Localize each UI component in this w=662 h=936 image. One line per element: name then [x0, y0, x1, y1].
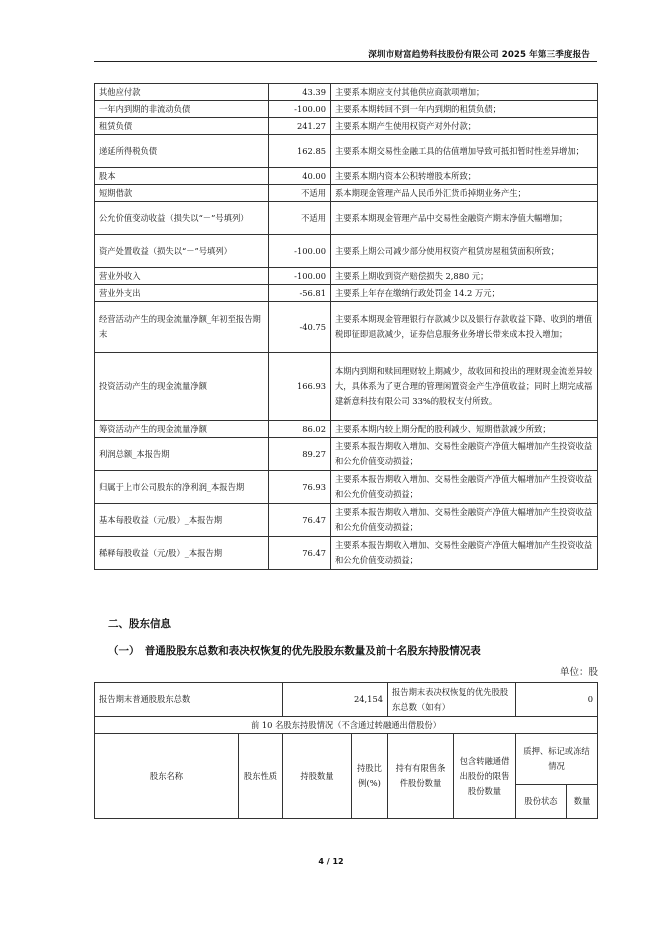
page-number: 4 / 12 [318, 857, 344, 866]
row-change-value: 76.93 [269, 471, 331, 504]
table-row [95, 84, 598, 101]
row-change-reason: 主要系本期应支付其他供应商款项增加； [331, 84, 598, 101]
row-change-value: 76.47 [269, 537, 331, 570]
table-row [95, 268, 598, 285]
table-row [95, 235, 598, 268]
header-divider [94, 61, 597, 62]
row-change-reason: 系本期现金管理产品人民币外汇货币掉期业务产生； [331, 185, 598, 202]
row-item-name: 经营活动产生的现金流量净额_年初至报告期末 [95, 302, 269, 353]
table-row [95, 135, 598, 168]
row-change-value: 40.00 [269, 168, 331, 185]
table-row [95, 302, 598, 353]
table-row [95, 118, 598, 135]
table-row [95, 504, 598, 537]
report-header: 深圳市财富趋势科技股份有限公司 2025 年第三季度报告 [368, 50, 590, 60]
table-row [95, 438, 598, 471]
row-item-name: 基本每股收益（元/股）_本报告期 [95, 504, 269, 537]
row-item-name: 租赁负债 [95, 118, 269, 135]
row-item-name: 营业外支出 [95, 285, 269, 302]
header-restricted-shares: 持有有限售条件股份数量 [388, 734, 454, 819]
row-item-name: 其他应付款 [95, 84, 269, 101]
total-holders-value: 24,154 [283, 683, 388, 717]
table-row [95, 421, 598, 438]
row-item-name: 投资活动产生的现金流量净额 [95, 353, 269, 421]
header-share-count: 持股数量 [283, 734, 352, 819]
table-row [95, 353, 598, 421]
header-holder-nature: 股东性质 [239, 734, 283, 819]
table-row [95, 285, 598, 302]
shareholder-table [94, 682, 598, 819]
changes-table [94, 83, 598, 570]
row-change-value: 不适用 [269, 202, 331, 235]
table-row [95, 168, 598, 185]
row-change-value: -100.00 [269, 101, 331, 118]
row-change-reason: 主要系本报告期收入增加、交易性金融资产净值大幅增加产生投资收益和公允价值变动损益； [331, 438, 598, 471]
row-change-value: 166.93 [269, 353, 331, 421]
row-item-name: 稀释每股收益（元/股）_本报告期 [95, 537, 269, 570]
table-row [95, 101, 598, 118]
row-item-name: 资产处置收益（损失以“－”号填列） [95, 235, 269, 268]
row-change-reason: 主要系本期内资本公积转增股本所致； [331, 168, 598, 185]
row-change-value: 76.47 [269, 504, 331, 537]
row-change-value: -100.00 [269, 268, 331, 285]
section-subtitle: （一） 普通股股东总数和表决权恢复的优先股股东数量及前十名股东持股情况表 [108, 645, 481, 657]
row-change-reason: 本期内到期和赎回理财较上期减少，故收回和投出的理财现金流差异较大，具体系为了更合理的管理闲置资金产生净值收益；同时上期完成福建新意科技有限公司 33%的股权支付所致。 [331, 353, 598, 421]
row-change-reason: 主要系本期现金管理银行存款减少以及银行存款收益下降、收到的增值税即征即退款减少，证券信息服务业务增长带来成本投入增加； [331, 302, 598, 353]
row-item-name: 递延所得税负债 [95, 135, 269, 168]
header-pledge-status: 质押、标记或冻结情况 [516, 734, 598, 785]
preferred-holders-value: 0 [516, 683, 598, 717]
preferred-holders-label: 报告期末表决权恢复的优先股股东总数（如有） [388, 683, 516, 717]
row-change-value: 86.02 [269, 421, 331, 438]
header-share-ratio: 持股比例(%) [352, 734, 388, 819]
row-change-value: -40.75 [269, 302, 331, 353]
row-change-reason: 主要系本报告期收入增加、交易性金融资产净值大幅增加产生投资收益和公允价值变动损益； [331, 537, 598, 570]
row-change-reason: 主要系本期转回不到一年内到期的租赁负债； [331, 101, 598, 118]
row-item-name: 股本 [95, 168, 269, 185]
section-title: 二、股东信息 [108, 618, 171, 630]
row-item-name: 公允价值变动收益（损失以“－”号填列） [95, 202, 269, 235]
row-change-value: 43.39 [269, 84, 331, 101]
row-item-name: 短期借款 [95, 185, 269, 202]
header-holder-name: 股东名称 [95, 734, 239, 819]
header-share-status: 股份状态 [516, 785, 567, 819]
row-item-name: 归属于上市公司股东的净利润_本报告期 [95, 471, 269, 504]
row-item-name: 利润总额_本报告期 [95, 438, 269, 471]
row-change-value: 89.27 [269, 438, 331, 471]
row-change-reason: 主要系上期公司减少部分使用权资产租赁房屋租赁面积所致； [331, 235, 598, 268]
row-change-value: 162.85 [269, 135, 331, 168]
row-item-name: 筹资活动产生的现金流量净额 [95, 421, 269, 438]
row-item-name: 一年内到期的非流动负债 [95, 101, 269, 118]
table-row [95, 202, 598, 235]
row-change-reason: 主要系本期产生使用权资产对外付款； [331, 118, 598, 135]
row-change-value: 241.27 [269, 118, 331, 135]
row-change-reason: 主要系本报告期收入增加、交易性金融资产净值大幅增加产生投资收益和公允价值变动损益； [331, 504, 598, 537]
row-change-value: -56.81 [269, 285, 331, 302]
row-change-reason: 主要系上年存在缴纳行政处罚金 14.2 万元； [331, 285, 598, 302]
row-item-name: 营业外收入 [95, 268, 269, 285]
header-lent-shares: 包含转融通借出股份的限售股份数量 [454, 734, 516, 819]
total-holders-label: 报告期末普通股股东总数 [95, 683, 283, 717]
table-row [95, 471, 598, 504]
row-change-reason: 主要系上期收到资产赔偿损失 2,880 元； [331, 268, 598, 285]
row-change-reason: 主要系本期现金管理产品中交易性金融资产期末净值大幅增加； [331, 202, 598, 235]
row-change-reason: 主要系本期内较上期分配的股利减少、短期借款减少所致； [331, 421, 598, 438]
row-change-value: -100.00 [269, 235, 331, 268]
row-change-reason: 主要系本报告期收入增加、交易性金融资产净值大幅增加产生投资收益和公允价值变动损益； [331, 471, 598, 504]
row-change-reason: 主要系本期交易性金融工具的估值增加导致可抵扣暂时性差异增加； [331, 135, 598, 168]
header-pledge-quantity: 数量 [567, 785, 598, 819]
table-row [95, 537, 598, 570]
table-row [95, 185, 598, 202]
unit-label: 单位：股 [559, 667, 598, 678]
row-change-value: 不适用 [269, 185, 331, 202]
top10-caption: 前 10 名股东持股情况（不含通过转融通出借股份） [95, 717, 598, 734]
